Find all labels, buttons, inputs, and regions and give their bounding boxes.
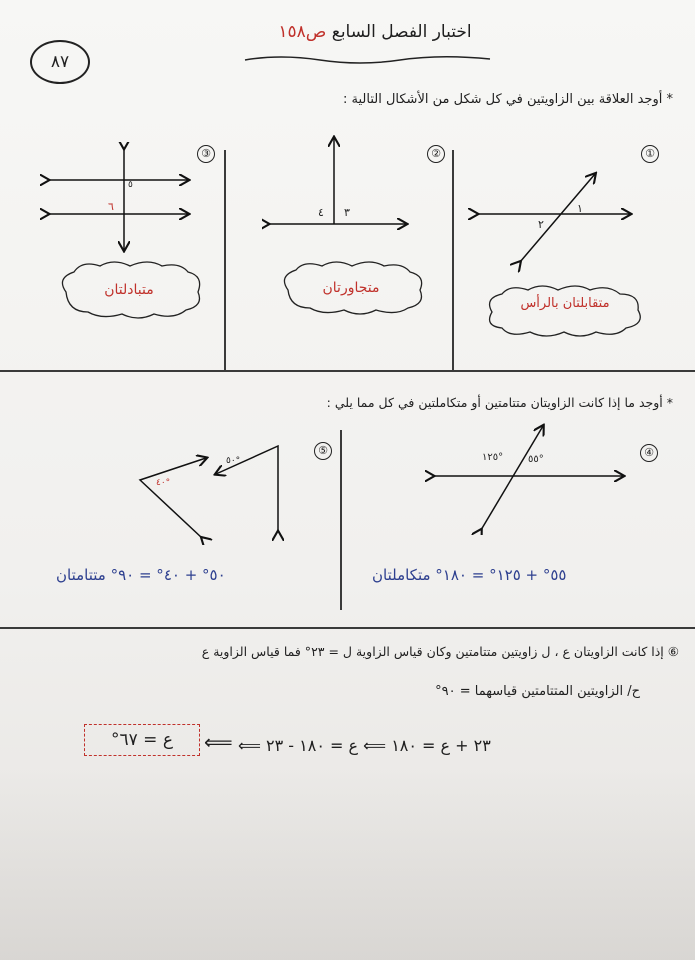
figure5-complementary-angles <box>130 440 295 545</box>
item6-number: ⑥ <box>667 644 679 659</box>
divider-horizontal-2 <box>0 627 695 629</box>
divider-vertical-3 <box>340 430 342 610</box>
divider-horizontal-1 <box>0 370 695 372</box>
item2-number: ② <box>427 145 445 163</box>
item5-number: ⑤ <box>314 442 332 460</box>
divider-vertical-1 <box>452 150 454 372</box>
fig2-angle-label-4: ٤ <box>318 206 324 219</box>
figure1-vertical-angles <box>465 160 645 280</box>
fig5-angle-label-40: ٤٠° <box>156 478 171 488</box>
question2-instruction: * أوجد ما إذا كانت الزاويتان متتامتين أو متكاملتين في كل مما يلي : <box>326 395 673 410</box>
answer4-text: ٥٥° + ١٢٥° = ١٨٠° متكاملتان <box>372 566 567 584</box>
fig3-angle-label-5: ٥ <box>128 180 133 190</box>
figure3-alternate-angles <box>40 142 200 257</box>
fig5-angle-label-50: ٥٠° <box>226 456 241 466</box>
page-number: ٨٧ <box>30 40 90 84</box>
solution-line-1: ح/ الزاويتين المتتامتين قياسهما = ٩٠° <box>435 684 640 699</box>
implies-arrow-icon: ⟸ <box>204 730 233 754</box>
item1-number: ① <box>641 145 659 163</box>
fig1-angle-label-2: ٢ <box>538 218 544 231</box>
title-page-ref: ص١٥٨ <box>278 22 327 42</box>
answer2-text: متجاورتان <box>322 280 380 296</box>
final-answer-box: ع = ٦٧° <box>84 724 200 756</box>
answer3-text: متبادلتان <box>104 282 154 298</box>
question1-instruction: * أوجد العلاقة بين الزاويتين في كل شكل من الأشكال التالية : <box>343 92 673 107</box>
fig2-angle-label-3: ٣ <box>344 206 350 219</box>
page-title <box>255 22 495 42</box>
question3-text <box>202 644 679 659</box>
answer1-text: متقابلتان بالرأس <box>520 296 610 311</box>
title-text: اختبار الفصل السابع <box>331 22 472 42</box>
item4-number: ④ <box>640 444 658 462</box>
divider-vertical-2 <box>224 150 226 372</box>
fig4-angle-label-55: ٥٥° <box>528 454 544 465</box>
answer5-text: ٥٠° + ٤٠° = ٩٠° متتامتان <box>56 566 226 584</box>
fig1-angle-label-1: ١ <box>577 202 583 215</box>
figure2-adjacent-angles <box>262 132 412 242</box>
solution-line-2: ٢٣ + ع = ١٨٠ ⟸ ع = ١٨٠ - ٢٣ ⟸ <box>238 736 491 755</box>
item3-number: ③ <box>197 145 215 163</box>
question3-body: إذا كانت الزاويتان ع ، ل زاويتين متتامتين وكان قياس الزاوية ل = ٢٣° فما قياس الزاوية ع <box>201 644 664 659</box>
figure4-supplementary-angles <box>425 420 630 535</box>
fig4-angle-label-125: ١٢٥° <box>482 452 504 463</box>
title-underline <box>240 52 510 68</box>
fig3-angle-label-6: ٦ <box>108 200 114 213</box>
